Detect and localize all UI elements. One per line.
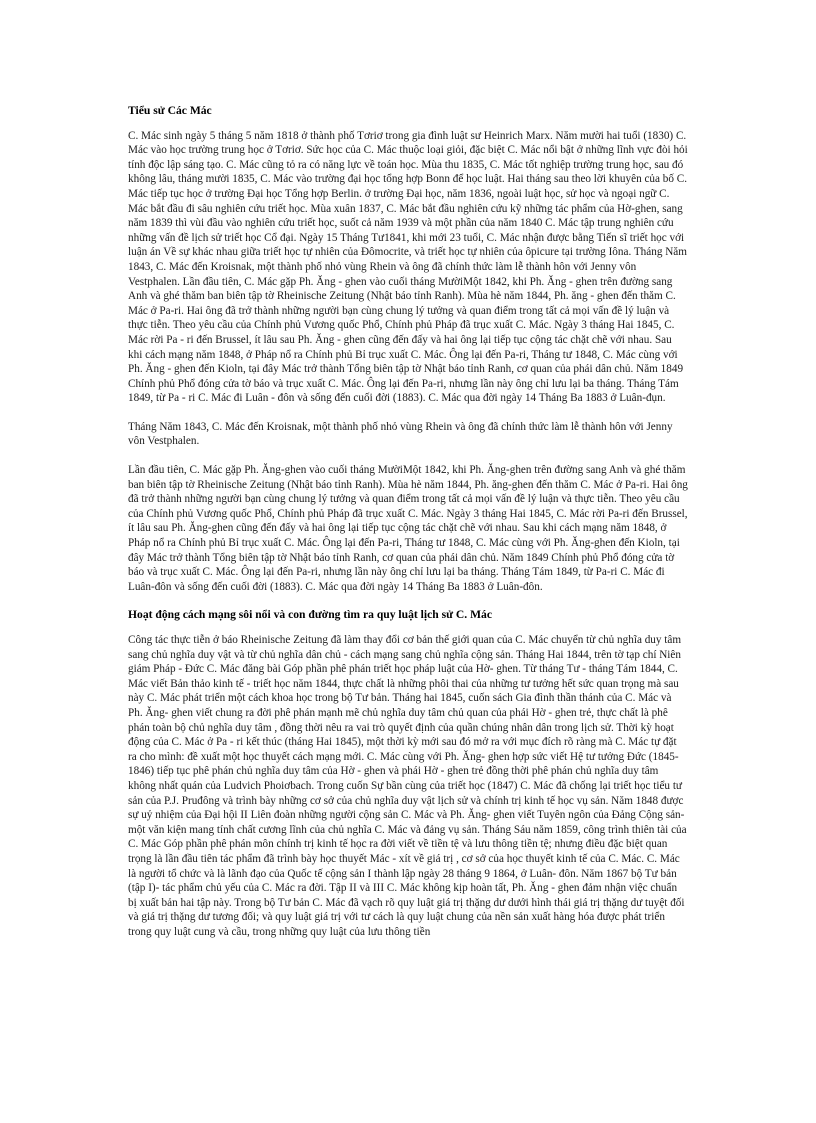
paragraph-marriage: Tháng Năm 1843, C. Mác đến Kroisnak, một thành phố nhỏ vùng Rhein và ông đã chính thức làm lễ thành hôn với Jenny vôn Vestphalen. bbox=[128, 420, 673, 448]
paragraph-revolutionary-activity: Công tác thực tiễn ở báo Rheinische Zeitung đã làm thay đổi cơ bản thế giới quan của C. Mác chuyển từ chủ nghĩa duy tâm sang chủ nghĩa duy vật và từ chủ nghĩa dân chủ - cách mạng sang chủ nghĩa cộng sản. Tháng Hai 1844, trên tờ tạp chí Niên giám Pháp - Đức C. Mác đăng bài Góp phần phê phán triết học pháp luật của Hờ- ghen. Từ tháng Tư - tháng Tám 1844, C. Mác viết Bản thảo kinh tế - triết học năm 1844, thực chất là những phôi thai của những tư tưởng hết sức quan trọng mà sau này C. Mác phát triển một cách khoa học trong bộ Tư bản. Tháng hai 1845, cuốn sách Gia đình thần thánh của C. Mác và Ph. Ăng- ghen viết chung ra đời phê phán mạnh mẽ chủ nghĩa duy tâm chủ quan của phái Hờ - ghen trẻ, thực chất là phê phán toàn bộ chủ nghĩa duy tâm , đồng thời nêu ra vai trò quyết định của quần chúng nhân dân trong lịch sử. Thời kỳ hoạt động của C. Mác ở Pa - ri kết thúc (tháng Hai 1845), một thời kỳ mới sau đó mở ra với mục đích rõ ràng mà C. Mác tự đặt ra cho mình: đề xuất một học thuyết cách mạng mới. C. Mác cùng với Ph. Ăng- ghen hợp sức viết Hệ tư tưởng Đức (1845-1846) tiếp tục phê phán chủ nghĩa duy tâm của Hờ - ghen và phái Hờ - ghen trẻ đồng thời phê phán chủ nghĩa duy tâm không nhất quán của Ludvich Phoiơbach. Trong cuốn Sự bần cùng của triết học (1847) C. Mác đã chống lại triết học tiểu tư sản của P.J. Pruđông và trình bày những cơ sở của chủ nghĩa duy vật lịch sử và chính trị kinh tế học vụ sản. Năm 1848 được sự uỷ nhiệm của Đại hội II Liên đoàn những người cộng sản C. Mác và Ph. Ăng- ghen viết Tuyên ngôn của Đảng Cộng sản- một văn kiện mang tính chất cương lĩnh của chủ nghĩa C. Mác và đảng vụ sản. Tháng Sáu năm 1859, công trình thiên tài của C. Mác Góp phần phê phán môn chính trị kinh tế học ra đời viết về tiền tệ và lưu thông tiền tệ; nhưng điều đặc biệt quan trọng là lần đầu tiên tác phẩm đã trình bày học thuyết Mác - xít về giá trị , cơ sở của học thuyết kinh tế của C. Mác. C. Mác là người tổ chức và là lãnh đạo của Quốc tế cộng sản I thành lập ngày 28 tháng 9 1864, ở Luân- đôn. Năm 1867 bộ Tư bản (tập I)- tác phẩm chủ yếu của C. Mác ra đời. Tập II và III C. Mác không kịp hoàn tất, Ph. Ăng - ghen đảm nhận việc chuẩn bị xuất bản hai tập này. Trong bộ Tư bản C. Mác đã vạch rõ quy luật giá trị thặng dư dưới hình thái giá trị thặng dư tuyệt đối và giá trị thặng dư tương đối; và quy luật giá trị với tư cách là quy luật chung của nền sản xuất hàng hóa được phát triển trong quy luật cung và cầu, trong những quy luật của lưu thông tiền bbox=[128, 634, 687, 938]
paragraph-engels-meeting: Lần đầu tiên, C. Mác gặp Ph. Ăng-ghen vào cuối tháng MườiMột 1842, khi Ph. Ăng-ghen trên đường sang Anh và ghé thăm ban biên tập tờ Rheinische Zeitung (Nhật báo tỉnh Ranh). Mùa hè năm 1844, Ph. ăng-ghen đến thăm C. Mác ở Pa-ri. Hai ông đã trở thành những người bạn cùng chung lý tưởng và quan điểm trong tất cả mọi vấn đề lý luận và thực tiễn. Theo yêu cầu của Chính phủ Vương quốc Phổ, Chính phủ Pháp đã trục xuất C. Mác. Ngày 3 tháng Hai 1845, C. Mác rời Pa-ri đến Brussel, ít lâu sau Ph. Ăng-ghen cũng đến đấy và hai ông lại tiếp tục cộng tác chặt chẽ với nhau. Sau khi cách mạng năm 1848, ở Pháp nổ ra Chính phủ Bỉ trục xuất C. Mác. Ông lại đến Pa-ri, Tháng tư 1848, C. Mác cùng với Ph. Ăng-ghen đến Kioln, tại đây Mác trở thành Tổng biên tập tờ Nhật báo tỉnh Ranh, cơ quan của phái dân chủ. Năm 1849 Chính phủ Phổ đóng cửa tờ báo và trục xuất C. Mác. Ông lại đến Pa-ri, nhưng lần này ông chỉ lưu lại ba tháng. Tháng Tám 1849, từ Pa-ri C. Mác đi Luân-đôn và sống đến cuối đời (1883). C. Mác qua đời ngày 14 Tháng Ba 1883 ở Luân-đôn. bbox=[128, 464, 688, 593]
section-title: Hoạt động cách mạng sôi nổi và con đường tìm ra quy luật lịch sử C. Mác bbox=[128, 608, 492, 622]
paragraph-biography: C. Mác sinh ngày 5 tháng 5 năm 1818 ở thành phố Tơriơ trong gia đình luật sư Heinrich Marx. Năm mười hai tuổi (1830) C. Mác vào học trường trung học ở Tơriơ. Sức học của C. Mác thuộc loại giỏi, đặc biệt C. Mác nổi bật ở những lĩnh vực đòi hỏi tính độc lập sáng tạo. C. Mác cũng tỏ ra có năng lực về toán học. Mùa thu 1835, C. Mác tốt nghiệp trường trung học, sau đó không lâu, tháng mười 1835, C. Mác vào trường đại học tổng hợp Bonn để học luật. Hai tháng sau theo lời khuyên của bố C. Mác tiếp tục học ở trường Đại học Tổng hợp Berlin. ở trường Đại học, năm 1836, ngoài luật học, sử học và ngoại ngữ C. Mác bắt đầu đi sâu nghiên cứu triết học. Mùa xuân 1837, C. Mác bắt đầu nghiên cứu kỹ những tác phẩm của Hờ-ghen, sang năm 1839 thì vùi đầu vào nghiên cứu triết học, suốt cả năm 1939 và một phần của năm 1840 C. Mác tập trung nghiên cứu những vấn đề lịch sử triết học Cổ đại. Ngày 15 Tháng Tư1841, khi mới 23 tuổi, C. Mác nhận được bằng Tiến sĩ triết học với luận án Về sự khác nhau giữa triết học tự nhiên của Đômocrite, và triết học tự nhiên của ôpicure tại trường Iôna. Tháng Năm 1843, C. Mác đến Kroisnak, một thành phố nhỏ vùng Rhein và ông đã chính thức làm lễ thành hôn với Jenny vôn Vestphalen. Lần đầu tiên, C. Mác gặp Ph. Ăng - ghen vào cuối tháng MườiMột 1842, khi Ph. Ăng - ghen trên đường sang Anh và ghé thăm ban biên tập tờ Rheinische Zeitung (Nhật báo tỉnh Ranh). Mùa hè năm 1844, Ph. ăng - ghen đến thăm C. Mác ở Pa-ri. Hai ông đã trở thành những người bạn cùng chung lý tưởng và quan điểm trong tất cả mọi vấn đề lý luận và thực tiễn. Theo yêu cầu của Chính phủ Vương quốc Phổ, Chính phủ Pháp đã trục xuất C. Mác. Ngày 3 tháng Hai 1845, C. Mác rời Pa - ri đến Brussel, ít lâu sau Ph. Ăng - ghen cũng đến đấy và hai ông lại tiếp tục cộng tác chặt chẽ với nhau. Sau khi cách mạng năm 1848, ở Pháp nổ ra Chính phủ Bỉ trục xuất C. Mác. Ông lại đến Pa-ri, Tháng tư 1848, C. Mác cùng với Ph. Ăng - ghen đến Kioln, tại đây Mác trở thành Tổng biên tập tờ Nhật báo tỉnh Ranh, cơ quan của phái dân chủ. Năm 1849 Chính phủ Phổ đóng cửa tờ báo và trục xuất C. Mác. Ông lại đến Pa-ri, nhưng lần này ông chỉ lưu lại ba tháng. Tháng Tám 1849, từ Pa - ri C. Mác đi Luân - đôn và sống đến cuối đời (1883). C. Mác qua đời ngày 14 Tháng Ba 1883 ở Luân-đụn. bbox=[128, 129, 688, 405]
document-title: Tiểu sử Các Mác bbox=[128, 104, 212, 117]
document-page bbox=[128, 104, 688, 953]
